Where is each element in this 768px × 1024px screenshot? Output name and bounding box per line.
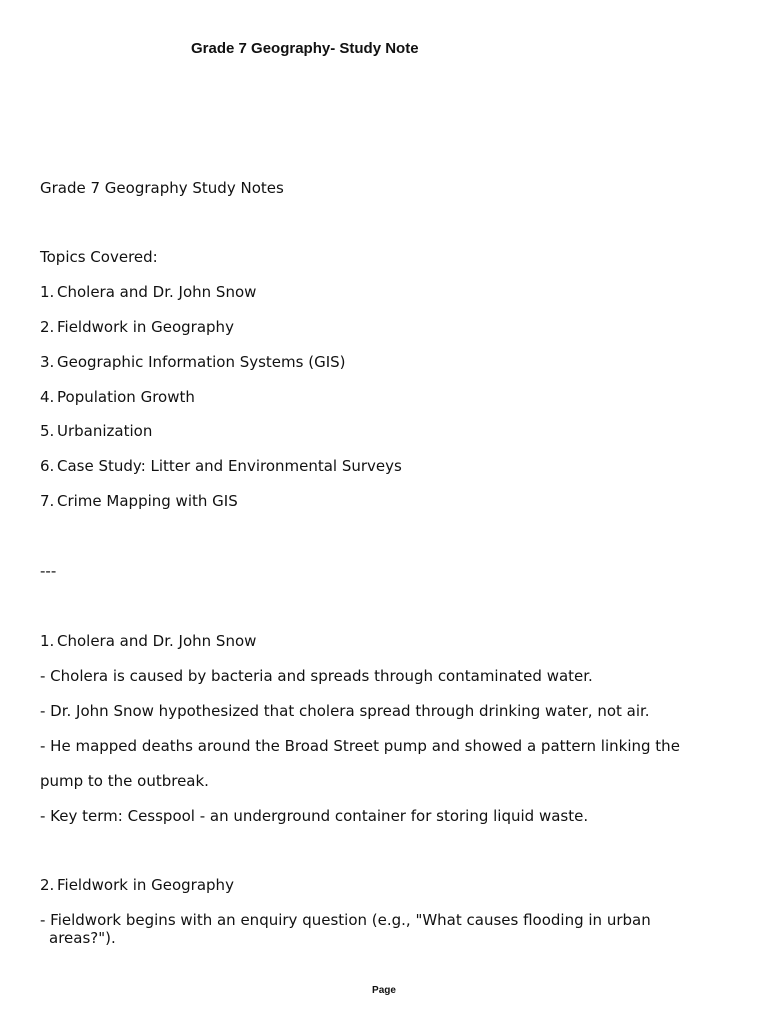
list-number: 1. <box>40 283 55 301</box>
section-title: Cholera and Dr. John Snow <box>57 632 257 650</box>
section-heading <box>40 875 234 895</box>
topic-list-item <box>40 456 402 476</box>
bullet-text: - Fieldwork begins with an enquiry question (e.g., "What causes flooding in urban areas?"). <box>40 911 651 947</box>
topics-label: Topics Covered: <box>40 248 158 266</box>
list-item-text: Geographic Information Systems (GIS) <box>57 353 346 371</box>
list-item-text: Population Growth <box>57 388 195 406</box>
topic-list-item <box>40 352 346 372</box>
list-number: 4. <box>40 388 55 406</box>
list-item-text: Fieldwork in Geography <box>57 318 234 336</box>
list-item-text: Cholera and Dr. John Snow <box>57 283 257 301</box>
topic-list-item <box>40 317 234 337</box>
topic-list-item <box>40 491 238 511</box>
bullet-text: - Dr. John Snow hypothesized that cholera spread through drinking water, not air. <box>40 702 650 720</box>
topic-list-item <box>40 387 195 407</box>
bullet-text: - Key term: Cesspool - an underground container for storing liquid waste. <box>40 807 589 825</box>
topic-list-item <box>40 421 152 441</box>
list-number: 6. <box>40 457 55 475</box>
section-heading <box>40 631 256 651</box>
section-separator: --- <box>40 562 57 580</box>
list-number: 7. <box>40 492 55 510</box>
bullet-text: - He mapped deaths around the Broad Street pump and showed a pattern linking the <box>40 737 680 755</box>
list-number: 3. <box>40 353 55 371</box>
section-title: Fieldwork in Geography <box>57 876 234 894</box>
section-number: 2. <box>40 876 55 894</box>
document-heading: Grade 7 Geography Study Notes <box>40 179 284 197</box>
topic-list-item <box>40 282 256 302</box>
bullet-text: - Cholera is caused by bacteria and spreads through contaminated water. <box>40 667 593 685</box>
page-footer-label: Page <box>372 985 396 996</box>
bullet-text: pump to the outbreak. <box>40 772 209 790</box>
list-number: 2. <box>40 318 55 336</box>
list-item-text: Crime Mapping with GIS <box>57 492 238 510</box>
list-item-text: Case Study: Litter and Environmental Surveys <box>57 457 402 475</box>
list-item-text: Urbanization <box>57 422 153 440</box>
list-number: 5. <box>40 422 55 440</box>
section-number: 1. <box>40 632 55 650</box>
page-header-title: Grade 7 Geography- Study Note <box>191 40 419 57</box>
